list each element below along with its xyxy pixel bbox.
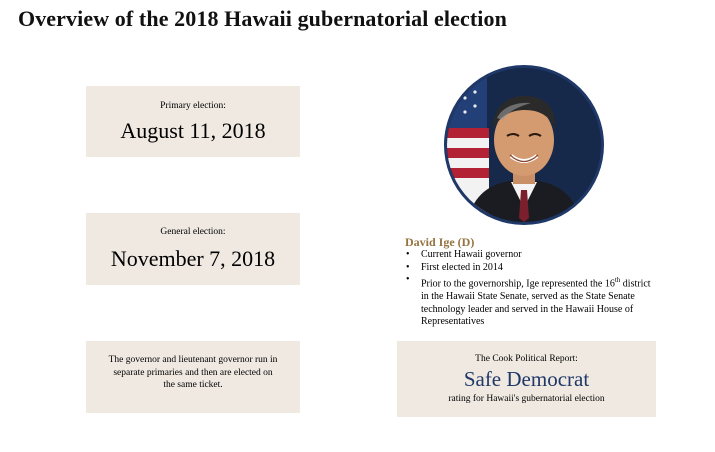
candidate-facts-list xyxy=(405,249,655,329)
primary-election-date: August 11, 2018 xyxy=(120,117,266,143)
rating-box xyxy=(397,341,656,417)
primary-election-box xyxy=(86,86,300,157)
general-election-box xyxy=(86,213,300,285)
ticket-note-box xyxy=(86,341,300,413)
general-election-date: November 7, 2018 xyxy=(110,246,276,271)
ticket-note-text: The governor and lieutenant governor run in separate primaries and then are elected on the same ticket. xyxy=(108,355,278,391)
portrait-illustration xyxy=(447,68,601,222)
candidate-fact: • First elected in 2014 xyxy=(405,262,655,275)
candidate-fact: • Prior to the governorship, Ige represented the 16th district in the Hawaii State Senate, served as the State Senate technology leader and served in the Hawaii House of Representatives xyxy=(405,274,655,329)
candidate-portrait xyxy=(444,65,604,225)
rating-value: Safe Democrat xyxy=(463,367,590,391)
general-election-label: General election: xyxy=(160,227,226,237)
primary-election-label: Primary election: xyxy=(160,100,226,111)
candidate-fact: • Current Hawaii governor xyxy=(405,249,655,262)
page-title: Overview of the 2018 Hawaii gubernatorial election xyxy=(18,6,507,31)
rating-description: rating for Hawaii's gubernatorial election xyxy=(448,394,605,404)
candidate-name: David Ige (D) xyxy=(405,235,475,249)
candidate-bio xyxy=(405,235,655,329)
rating-source: The Cook Political Report: xyxy=(475,354,578,364)
